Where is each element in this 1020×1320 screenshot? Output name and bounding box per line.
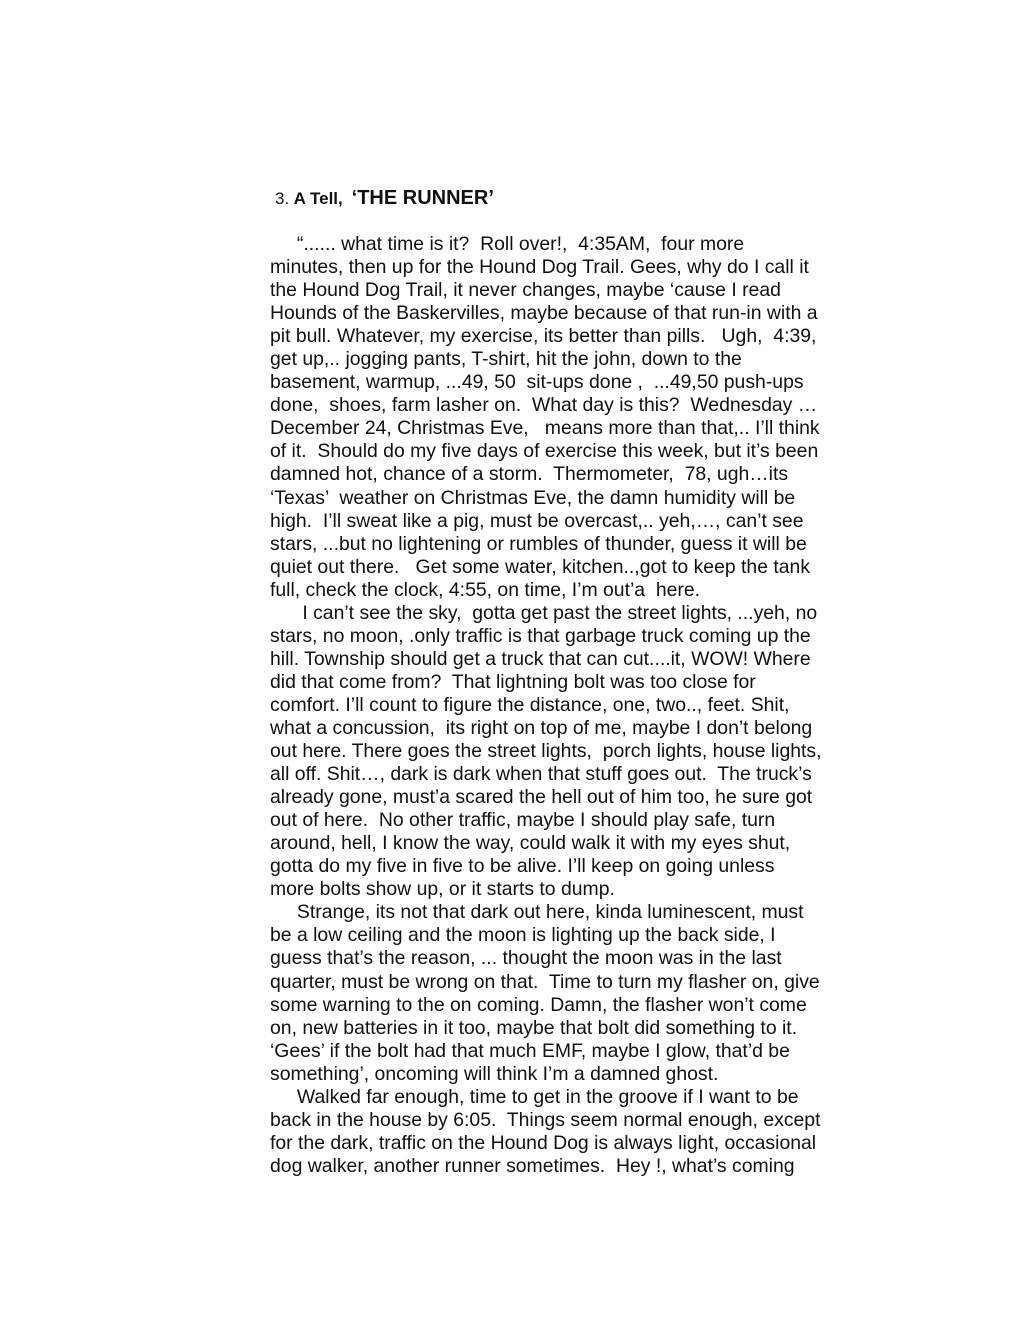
text-line: stars, ...but no lightening or rumbles of thunder, guess it will be <box>270 532 807 555</box>
text-line: what a concussion, its right on top of me, maybe I don’t belong <box>270 716 813 739</box>
text-line: full, check the clock, 4:55, on time, I’m out’a here. <box>270 578 701 601</box>
text-line: comfort. I’ll count to figure the distance, one, two.., feet. Shit, <box>270 693 790 716</box>
section-label: A Tell, <box>293 189 343 208</box>
text-line: some warning to the on coming. Damn, the flasher won’t come <box>270 993 807 1016</box>
text-line: out here. There goes the street lights, porch lights, house lights, <box>270 740 822 763</box>
text-line: gotta do my five in five to be alive. I’ll keep on going unless <box>270 855 775 878</box>
text-line: ‘Texas’ weather on Christmas Eve, the damn humidity will be <box>270 486 796 509</box>
text-line: dog walker, another runner sometimes. Hey !, what’s coming <box>270 1154 795 1177</box>
text-line: more bolts show up, or it starts to dump. <box>270 878 615 901</box>
text-line: out of here. No other traffic, maybe I should play safe, turn <box>270 809 776 832</box>
text-line: stars, no moon, .only traffic is that garbage truck coming up the <box>270 624 811 647</box>
text-line: around, hell, I know the way, could walk it with my eyes shut, <box>270 832 791 855</box>
text-line: guess that’s the reason, ... thought the moon was in the last <box>270 947 782 970</box>
text-line: Hounds of the Baskervilles, maybe because of that run-in with a <box>270 302 818 325</box>
text-line: be a low ceiling and the moon is lighting up the back side, I <box>270 924 776 947</box>
text-line: already gone, must’a scared the hell out of him too, he sure got <box>270 786 813 809</box>
text-line: damned hot, chance of a storm. Thermometer, 78, ugh…its <box>270 463 789 486</box>
text-line: all off. Shit…, dark is dark when that stuff goes out. The truck’s <box>270 763 812 786</box>
text-line: Strange, its not that dark out here, kinda luminescent, must <box>270 901 804 924</box>
text-line: back in the house by 6:05. Things seem normal enough, except <box>270 1108 821 1131</box>
text-line: minutes, then up for the Hound Dog Trail. Gees, why do I call it <box>270 256 809 279</box>
story-body <box>270 233 850 1178</box>
text-line: “...... what time is it? Roll over!, 4:35AM, four more <box>270 233 745 255</box>
text-line: on, new batteries in it too, maybe that bolt did something to it. <box>270 1016 798 1039</box>
section-heading <box>275 184 494 214</box>
text-line: Walked far enough, time to get in the groove if I want to be <box>270 1085 799 1108</box>
text-line: quarter, must be wrong on that. Time to turn my flasher on, give <box>270 970 820 993</box>
text-line: get up,.. jogging pants, T-shirt, hit the john, down to the <box>270 348 742 371</box>
text-line: high. I’ll sweat like a pig, must be overcast,.. yeh,…, can’t see <box>270 509 804 532</box>
section-number: 3. <box>275 189 290 208</box>
text-line: done, shoes, farm lasher on. What day is this? Wednesday … <box>270 394 818 417</box>
text-line: quiet out there. Get some water, kitchen..,got to keep the tank <box>270 555 811 578</box>
story-title: ‘THE RUNNER’ <box>351 187 494 209</box>
text-line: I can’t see the sky, gotta get past the street lights, ...yeh, no <box>270 601 818 624</box>
text-line: for the dark, traffic on the Hound Dog is always light, occasional <box>270 1131 817 1154</box>
text-line: something’, oncoming will think I’m a damned ghost. <box>270 1062 719 1085</box>
text-line: of it. Should do my five days of exercise this week, but it’s been <box>270 440 819 463</box>
text-line: basement, warmup, ...49, 50 sit-ups done , ...49,50 push-ups <box>270 371 804 394</box>
text-line: hill. Township should get a truck that can cut....it, WOW! Where <box>270 647 811 670</box>
text-line: pit bull. Whatever, my exercise, its better than pills. Ugh, 4:39, <box>270 325 817 348</box>
text-line: ‘Gees’ if the bolt had that much EMF, maybe I glow, that’d be <box>270 1039 790 1062</box>
text-line: the Hound Dog Trail, it never changes, maybe ‘cause I read <box>270 279 781 302</box>
text-line: December 24, Christmas Eve, means more than that,.. I’ll think <box>270 417 820 440</box>
text-line: did that come from? That lightning bolt was too close for <box>270 670 756 693</box>
